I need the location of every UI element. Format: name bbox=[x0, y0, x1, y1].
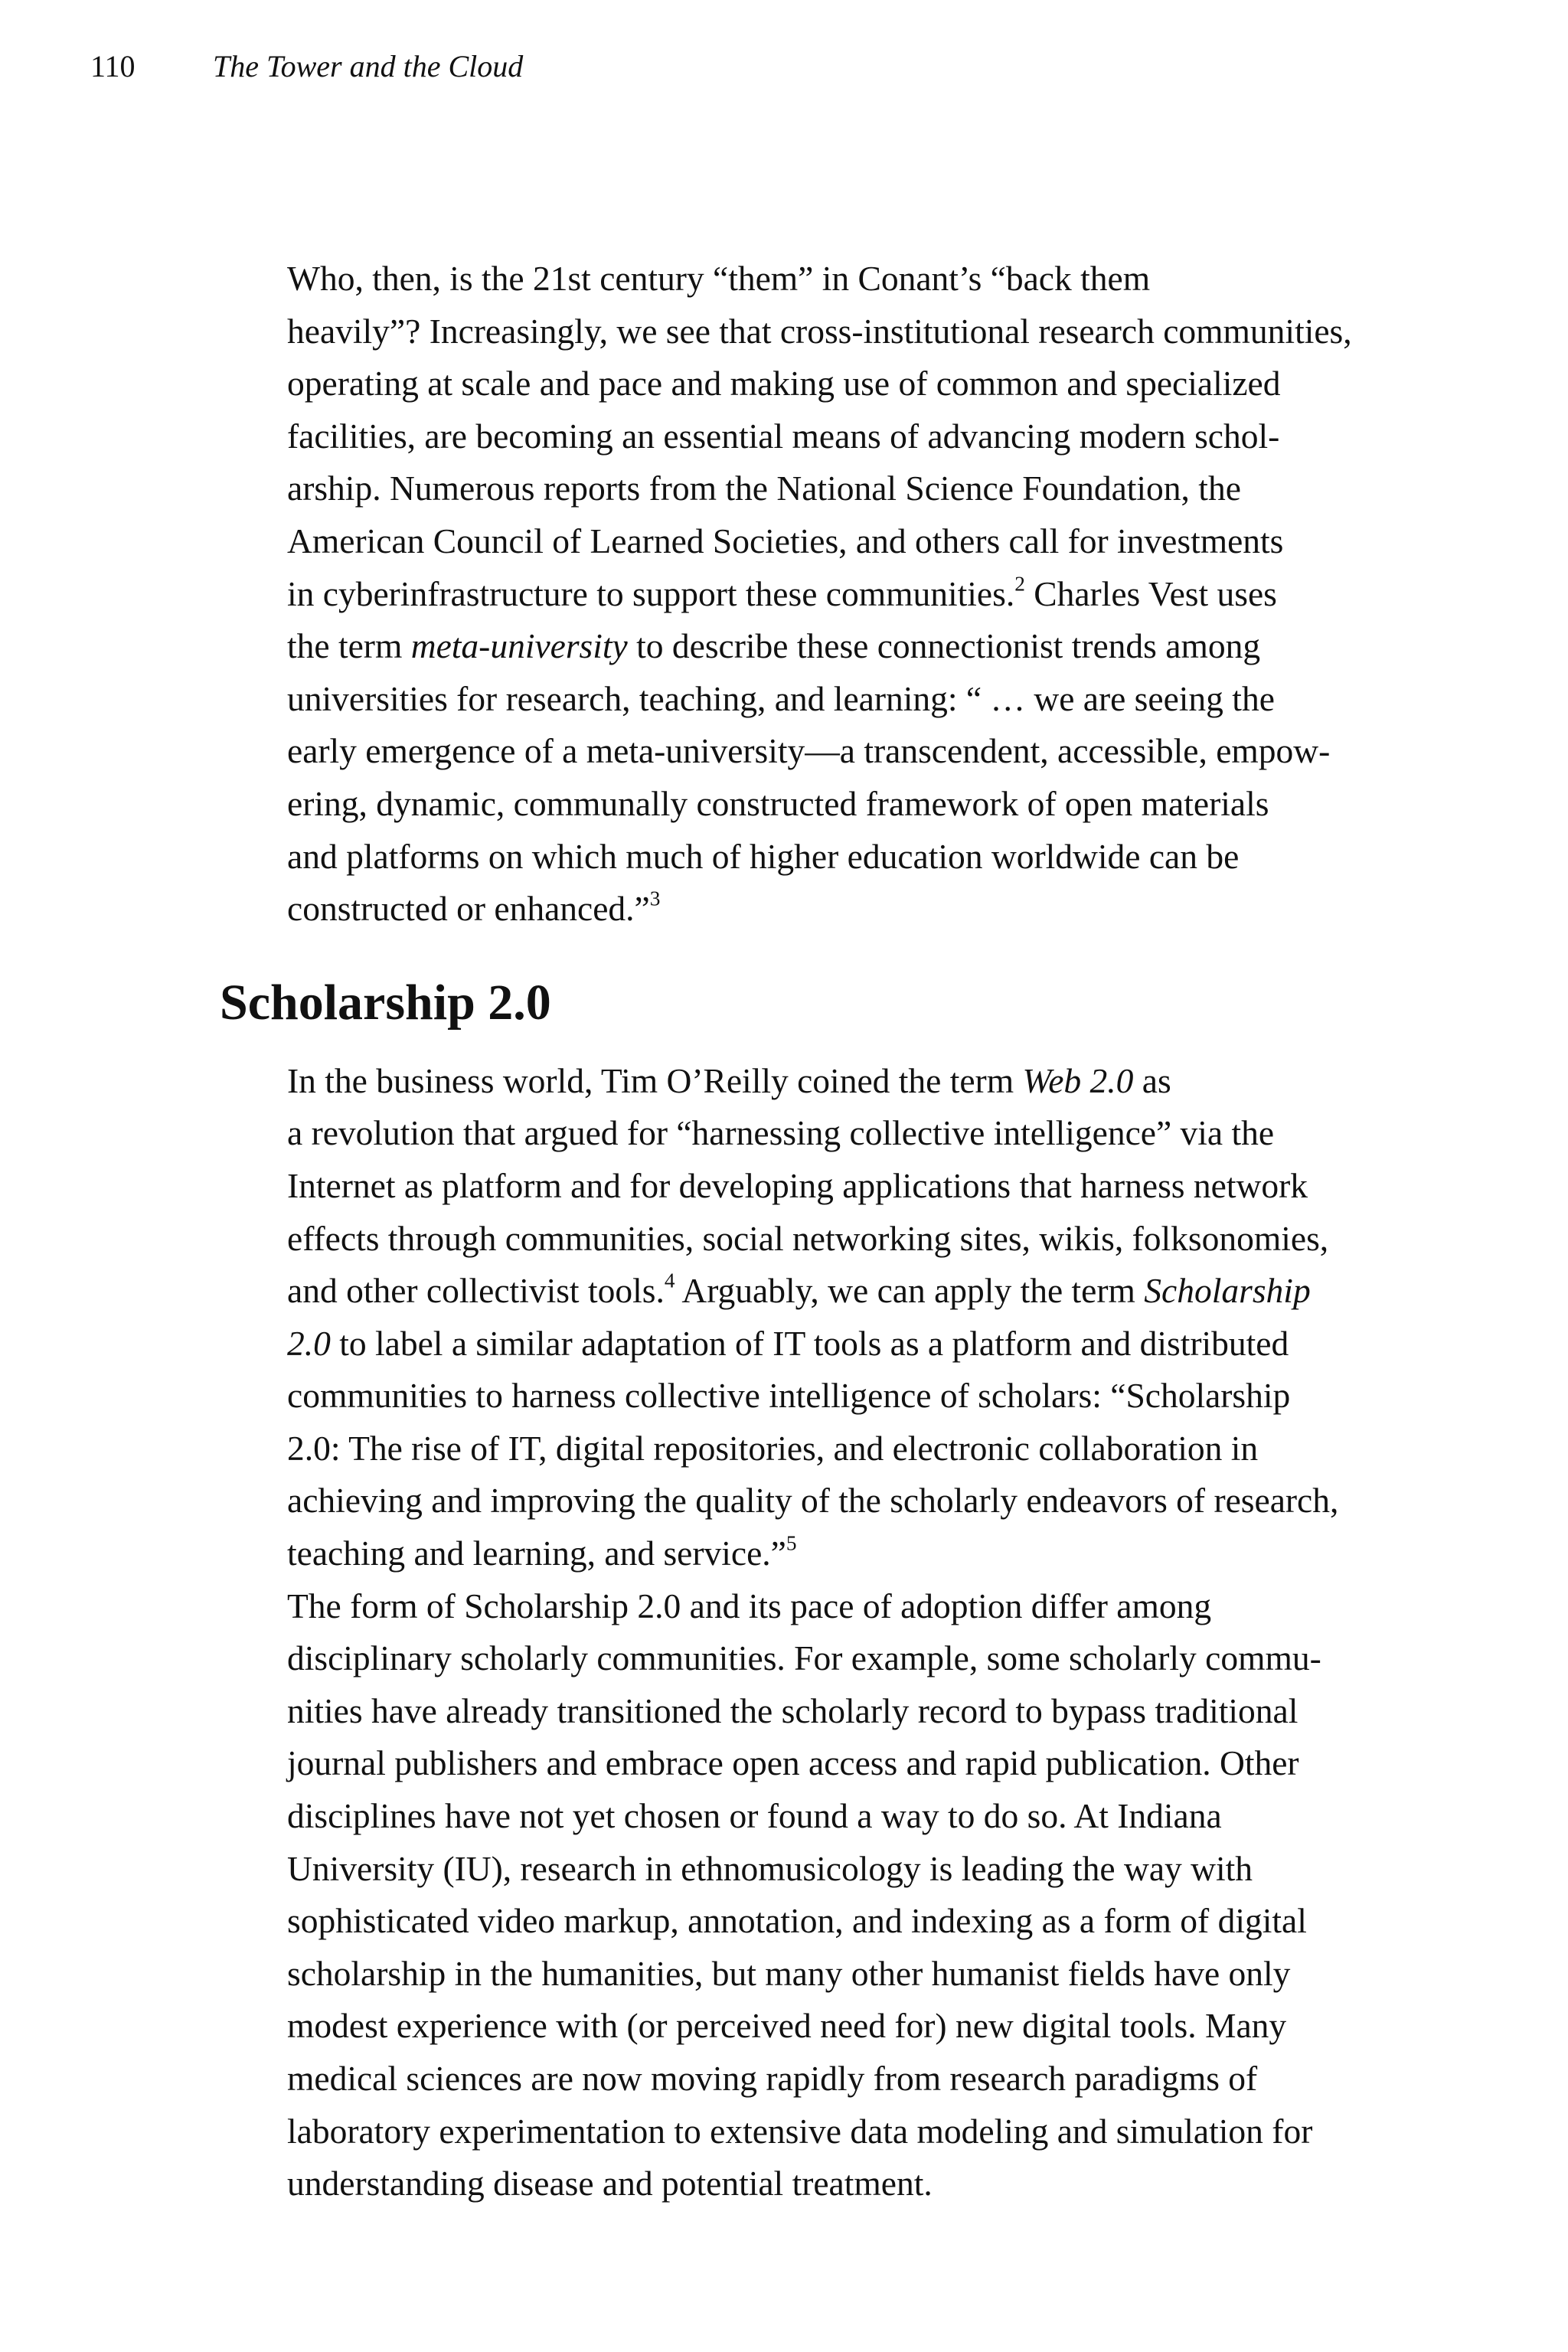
text-line: arship. Numerous reports from the National Science Foundation, the bbox=[287, 469, 1241, 508]
text-line: a revolution that argued for “harnessing collective intelligence” via the bbox=[287, 1113, 1275, 1153]
footnote-ref-3: 3 bbox=[649, 887, 661, 910]
text-line: achieving and improving the quality of the scholarly endeavors of research, bbox=[287, 1481, 1339, 1521]
emphasis-2-0: 2.0 bbox=[287, 1323, 331, 1363]
text-line: The form of Scholarship 2.0 and its pace of adoption differ among bbox=[287, 1586, 1212, 1625]
emphasis-scholarship: Scholarship bbox=[1144, 1271, 1311, 1311]
text-line: journal publishers and embrace open access and rapid publication. Other bbox=[287, 1743, 1299, 1783]
text-line bbox=[220, 1527, 1368, 1580]
page-number: 110 bbox=[90, 49, 136, 83]
text-line: heavily”? Increasingly, we see that cross-institutional research communities, bbox=[287, 311, 1352, 351]
text-run: teaching and learning, and service.” bbox=[287, 1534, 786, 1573]
text-line: early emergence of a meta-university—a transcendent, accessible, empow- bbox=[287, 731, 1331, 771]
text-run: in cyberinfrastructure to support these communities. bbox=[287, 573, 1015, 613]
text-line: disciplinary scholarly communities. For example, some scholarly commu- bbox=[287, 1638, 1321, 1678]
text-line: operating at scale and pace and making use of common and specialized bbox=[287, 364, 1281, 403]
text-run: and other collectivist tools. bbox=[287, 1271, 665, 1311]
footnote-ref-2: 2 bbox=[1014, 571, 1025, 595]
text-line: effects through communities, social networking sites, wikis, folksonomies, bbox=[287, 1218, 1329, 1258]
paragraph-1 bbox=[220, 253, 1368, 936]
text-line: ering, dynamic, communally constructed framework of open materials bbox=[287, 783, 1269, 823]
book-title: The Tower and the Cloud bbox=[213, 49, 524, 83]
text-line: facilities, are becoming an essential means of advancing modern schol- bbox=[287, 416, 1280, 456]
text-line: medical sciences are now moving rapidly from research paradigms of bbox=[287, 2059, 1258, 2098]
text-run: to describe these connectionist trends among bbox=[627, 626, 1261, 666]
emphasis-meta-university: meta-university bbox=[410, 626, 628, 666]
text-line: nities have already transitioned the scholarly record to bypass traditional bbox=[287, 1690, 1298, 1730]
emphasis-web-2-0: Web 2.0 bbox=[1022, 1060, 1134, 1100]
text-run: to label a similar adaptation of IT tools as a platform and distributed bbox=[330, 1323, 1289, 1363]
text-run: the term bbox=[287, 626, 411, 666]
text-line: disciplines have not yet chosen or found a way to do so. At Indiana bbox=[287, 1796, 1222, 1836]
text-run: Charles Vest uses bbox=[1024, 573, 1277, 613]
text-line: University (IU), research in ethnomusicology is leading the way with bbox=[287, 1848, 1253, 1888]
text-line: Who, then, is the 21st century “them” in Conant’s “back them bbox=[287, 259, 1151, 298]
text-line: understanding disease and potential treatment. bbox=[287, 2164, 933, 2203]
text-run: constructed or enhanced.” bbox=[287, 889, 650, 929]
text-line bbox=[220, 620, 1368, 673]
text-line: scholarship in the humanities, but many other humanist fields have only bbox=[287, 1953, 1291, 1993]
footnote-ref-4: 4 bbox=[664, 1269, 675, 1292]
footnote-ref-5: 5 bbox=[786, 1531, 797, 1555]
paragraph-3 bbox=[220, 1580, 1368, 2210]
text-line: universities for research, teaching, and learning: “ … we are seeing the bbox=[287, 678, 1275, 718]
text-line: 2.0: The rise of IT, digital repositories, and electronic collaboration in bbox=[287, 1428, 1259, 1468]
text-line bbox=[220, 1318, 1368, 1370]
text-line: laboratory experimentation to extensive data modeling and simulation for bbox=[287, 2111, 1313, 2151]
text-line: communities to harness collective intelligence of scholars: “Scholarship bbox=[287, 1376, 1291, 1416]
text-line: modest experience with (or perceived need for) new digital tools. Many bbox=[287, 2006, 1287, 2046]
text-line: American Council of Learned Societies, and others call for investments bbox=[287, 521, 1284, 560]
text-line bbox=[220, 1055, 1368, 1108]
text-line bbox=[220, 568, 1368, 621]
text-line: Internet as platform and for developing applications that harness network bbox=[287, 1165, 1308, 1205]
text-line: sophisticated video markup, annotation, and indexing as a form of digital bbox=[287, 1901, 1307, 1941]
paragraph-2 bbox=[220, 1055, 1368, 1580]
running-head bbox=[90, 47, 523, 86]
text-run: as bbox=[1133, 1060, 1171, 1100]
text-line bbox=[220, 883, 1368, 936]
text-line bbox=[220, 1265, 1368, 1318]
section-heading: Scholarship 2.0 bbox=[220, 974, 551, 1031]
text-run: Arguably, we can apply the term bbox=[675, 1271, 1145, 1311]
body-text bbox=[220, 253, 1368, 2210]
text-run: In the business world, Tim O’Reilly coined the term bbox=[287, 1060, 1023, 1100]
text-line: and platforms on which much of higher education worldwide can be bbox=[287, 836, 1240, 876]
